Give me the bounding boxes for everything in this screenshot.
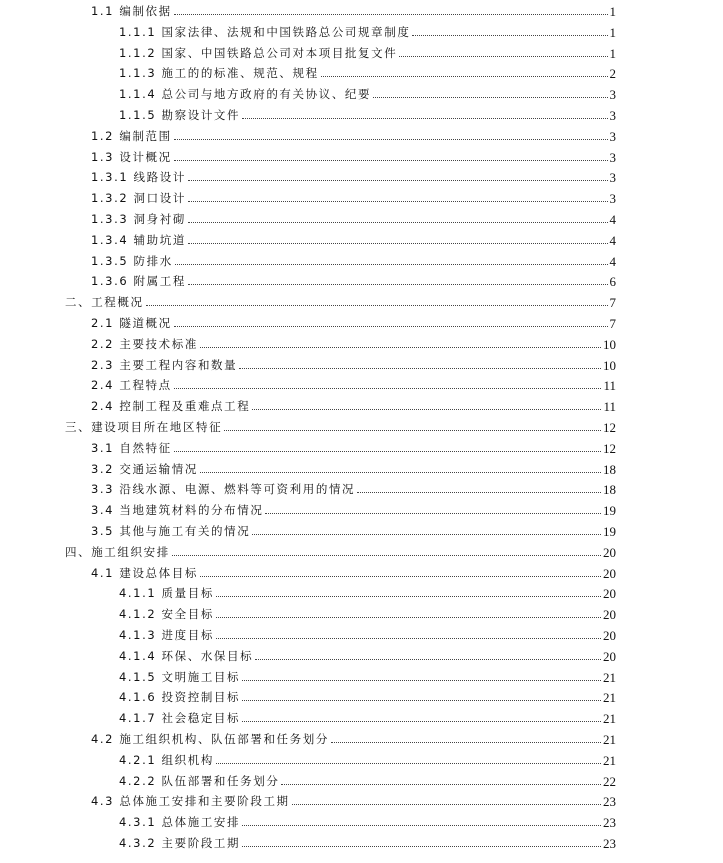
toc-entry[interactable]	[91, 499, 616, 519]
toc-entry-page-number: 20	[603, 586, 616, 602]
toc-entry-page-number: 21	[603, 732, 616, 747]
toc-entry-page-number: 21	[603, 690, 616, 706]
toc-entry[interactable]	[91, 562, 616, 582]
toc-entry[interactable]	[91, 374, 616, 394]
toc-dot-leader	[200, 347, 601, 348]
toc-entry-title: 2.4 工程特点	[91, 378, 172, 393]
toc-entry-title: 1.1.5 勘察设计文件	[119, 108, 241, 122]
toc-entry-page-number: 19	[603, 524, 616, 539]
toc-entry-page-number: 20	[603, 544, 616, 560]
toc-entry[interactable]	[91, 458, 616, 478]
toc-entry-title: 3.2 交通运输情况	[91, 461, 198, 476]
toc-dot-leader	[200, 576, 601, 577]
toc-entry-page-number: 7	[609, 295, 616, 311]
toc-entry[interactable]	[91, 187, 616, 207]
toc-entry-page-number: 4	[609, 253, 616, 269]
toc-entry-title: 1.1.4 总公司与地方政府的有关协议、纪要	[119, 87, 372, 102]
toc-entry-page-number: 23	[603, 794, 616, 810]
toc-entry-title: 1.1.1 国家法律、法规和中国铁路总公司规章制度	[119, 24, 411, 39]
toc-entry-title: 1.1.2 国家、中国铁路总公司对本项目批复文件	[119, 45, 398, 60]
toc-entry-title: 4.1.5 文明施工目标	[119, 669, 241, 684]
toc-dot-leader	[321, 76, 608, 77]
toc-dot-leader	[188, 180, 608, 181]
toc-entry-page-number: 23	[603, 836, 616, 851]
toc-dot-leader	[242, 825, 601, 826]
toc-dot-leader	[174, 160, 608, 161]
toc-entry-title: 4.3 总体施工安排和主要阶段工期	[91, 794, 290, 809]
toc-entry-title: 2.1 隧道概况	[91, 316, 172, 330]
toc-entry-title: 4.1.6 投资控制目标	[119, 690, 241, 705]
toc-dot-leader	[188, 284, 608, 285]
toc-entry-page-number: 21	[603, 711, 616, 727]
toc-dot-leader	[174, 139, 608, 140]
toc-entry[interactable]	[91, 312, 616, 332]
toc-entry-title: 1.3 设计概况	[91, 149, 172, 164]
toc-entry-page-number: 3	[609, 87, 616, 103]
toc-dot-leader	[242, 118, 607, 119]
toc-entry-page-number: 1	[609, 45, 616, 61]
toc-dot-leader	[292, 804, 601, 805]
toc-entry-page-number: 19	[603, 503, 616, 519]
toc-entry-page-number: 20	[603, 607, 616, 623]
toc-dot-leader	[252, 409, 601, 410]
toc-entry[interactable]	[91, 437, 616, 457]
toc-entry-page-number: 3	[609, 170, 616, 186]
toc-entry-title: 1.3.1 线路设计	[91, 170, 186, 185]
toc-dot-leader	[175, 264, 608, 265]
toc-entry-page-number: 2	[609, 66, 616, 82]
toc-dot-leader	[281, 784, 601, 785]
toc-entry-title: 4.2 施工组织机构、队伍部署和任务划分	[91, 732, 329, 746]
toc-entry-page-number: 3	[609, 191, 616, 207]
toc-entry-page-number: 20	[603, 648, 616, 664]
toc-entry-title: 2.2 主要技术标准	[91, 336, 198, 351]
toc-entry-title: 4.1.7 社会稳定目标	[119, 711, 241, 726]
toc-entry[interactable]	[119, 603, 616, 623]
toc-dot-leader	[224, 430, 601, 431]
toc-entry-page-number: 11	[603, 378, 616, 394]
toc-entry[interactable]	[119, 624, 616, 644]
toc-entry-title: 2.3 主要工程内容和数量	[91, 357, 238, 372]
toc-dot-leader	[242, 680, 601, 681]
toc-entry[interactable]	[91, 208, 616, 228]
toc-entry-page-number: 12	[603, 440, 616, 456]
toc-entry-page-number: 21	[603, 752, 616, 768]
toc-dot-leader	[357, 492, 601, 493]
toc-entry[interactable]	[91, 395, 616, 415]
toc-entry[interactable]	[91, 270, 616, 290]
toc-entry-title: 1.1 编制依据	[91, 4, 172, 18]
toc-entry[interactable]	[119, 21, 616, 41]
toc-entry[interactable]	[119, 104, 616, 124]
toc-entry-page-number: 3	[609, 108, 616, 123]
toc-dot-leader	[255, 659, 601, 660]
toc-dot-leader	[216, 638, 601, 639]
toc-entry-page-number: 20	[603, 628, 616, 643]
toc-entry-title: 3.1 自然特征	[91, 440, 172, 455]
toc-entry[interactable]	[91, 166, 616, 186]
toc-dot-leader	[174, 451, 601, 452]
toc-entry-page-number: 18	[603, 461, 616, 477]
toc-entry[interactable]	[119, 707, 616, 727]
toc-dot-leader	[188, 243, 608, 244]
toc-entry-page-number: 7	[609, 316, 616, 331]
toc-entry[interactable]	[65, 291, 616, 311]
toc-entry-title: 1.3.3 洞身衬砌	[91, 212, 186, 226]
toc-dot-leader	[174, 388, 602, 389]
toc-entry-title: 4.1.2 安全目标	[119, 607, 214, 622]
toc-dot-leader	[200, 472, 601, 473]
toc-entry-title: 4.2.1 组织机构	[119, 752, 214, 767]
toc-entry-title: 3.5 其他与施工有关的情况	[91, 524, 251, 538]
toc-entry[interactable]	[65, 541, 616, 561]
toc-entry[interactable]	[91, 478, 616, 498]
toc-entry[interactable]	[91, 146, 616, 166]
toc-entry[interactable]	[119, 645, 616, 665]
toc-entry-title: 1.3.4 辅助坑道	[91, 232, 186, 247]
toc-entry[interactable]	[119, 62, 616, 82]
toc-entry-title: 1.2 编制范围	[91, 128, 172, 143]
toc-entry-page-number: 4	[609, 212, 616, 227]
toc-dot-leader	[172, 555, 601, 556]
toc-entry[interactable]	[119, 666, 616, 686]
toc-entry-page-number: 21	[603, 669, 616, 685]
toc-entry[interactable]	[119, 42, 616, 62]
toc-entry-page-number: 18	[603, 482, 616, 498]
toc-entry-title: 3.3 沿线水源、电源、燃料等可资利用的情况	[91, 482, 356, 497]
toc-entry[interactable]	[119, 83, 616, 103]
toc-entry-title: 三、建设项目所在地区特征	[65, 420, 223, 434]
toc-entry-page-number: 20	[603, 565, 616, 581]
toc-entry-title: 4.3.1 总体施工安排	[119, 815, 241, 830]
toc-entry-title: 3.4 当地建筑材料的分布情况	[91, 503, 264, 518]
toc-entry-title: 二、工程概况	[65, 295, 144, 310]
toc-entry-page-number: 10	[603, 357, 616, 373]
toc-dot-leader	[239, 368, 601, 369]
toc-entry[interactable]	[91, 354, 616, 374]
toc-entry[interactable]	[119, 832, 616, 852]
toc-entry-title: 1.3.6 附属工程	[91, 274, 186, 289]
toc-entry-title: 4.1.1 质量目标	[119, 586, 214, 601]
toc-entry-page-number: 10	[603, 336, 616, 352]
toc-entry-title: 2.4 控制工程及重难点工程	[91, 399, 251, 414]
toc-dot-leader	[216, 596, 601, 597]
toc-entry[interactable]	[119, 811, 616, 831]
toc-entry-title: 1.3.2 洞口设计	[91, 191, 186, 206]
toc-dot-leader	[242, 721, 601, 722]
toc-entry-title: 1.1.3 施工的的标准、规范、规程	[119, 66, 319, 81]
toc-entry-page-number: 6	[609, 274, 616, 290]
toc-entry[interactable]	[119, 686, 616, 706]
toc-dot-leader	[216, 763, 601, 764]
toc-entry-page-number: 4	[609, 232, 616, 248]
toc-entry-page-number: 23	[603, 815, 616, 831]
toc-dot-leader	[242, 846, 601, 847]
toc-entry[interactable]	[65, 416, 616, 436]
toc-dot-leader	[216, 617, 601, 618]
toc-dot-leader	[399, 56, 607, 57]
toc-entry-page-number: 22	[603, 773, 616, 789]
toc-dot-leader	[242, 700, 601, 701]
toc-entry[interactable]	[91, 520, 616, 540]
toc-entry[interactable]	[119, 582, 616, 602]
toc-entry-page-number: 1	[609, 4, 616, 19]
toc-entry-title: 4.3.2 主要阶段工期	[119, 836, 241, 850]
toc-dot-leader	[373, 97, 607, 98]
toc-entry[interactable]	[91, 790, 616, 810]
toc-entry[interactable]	[91, 0, 616, 20]
toc-entry-title: 4.2.2 队伍部署和任务划分	[119, 773, 280, 788]
toc-dot-leader	[265, 513, 601, 514]
toc-entry-title: 4.1.3 进度目标	[119, 628, 214, 642]
toc-entry[interactable]	[91, 728, 616, 748]
toc-dot-leader	[188, 222, 608, 223]
toc-entry[interactable]	[91, 229, 616, 249]
toc-dot-leader	[188, 201, 608, 202]
toc-entry[interactable]	[119, 749, 616, 769]
toc-dot-leader	[331, 742, 601, 743]
toc-dot-leader	[174, 14, 608, 15]
toc-entry-page-number: 11	[603, 399, 616, 415]
toc-entry-title: 4.1 建设总体目标	[91, 565, 198, 580]
toc-entry-title: 1.3.5 防排水	[91, 253, 173, 268]
toc-dot-leader	[412, 35, 607, 36]
toc-entry-page-number: 1	[609, 24, 616, 40]
toc-dot-leader	[252, 534, 601, 535]
toc-dot-leader	[174, 326, 608, 327]
toc-entry[interactable]	[91, 333, 616, 353]
toc-entry[interactable]	[91, 125, 616, 145]
toc-entry-page-number: 12	[603, 420, 616, 435]
toc-dot-leader	[146, 305, 608, 306]
toc-entry-page-number: 3	[609, 149, 616, 165]
toc-entry-title: 4.1.4 环保、水保目标	[119, 648, 254, 663]
toc-entry-page-number: 3	[609, 128, 616, 144]
toc-entry[interactable]	[91, 250, 616, 270]
toc-entry[interactable]	[119, 770, 616, 790]
toc-entry-title: 四、施工组织安排	[65, 544, 170, 559]
